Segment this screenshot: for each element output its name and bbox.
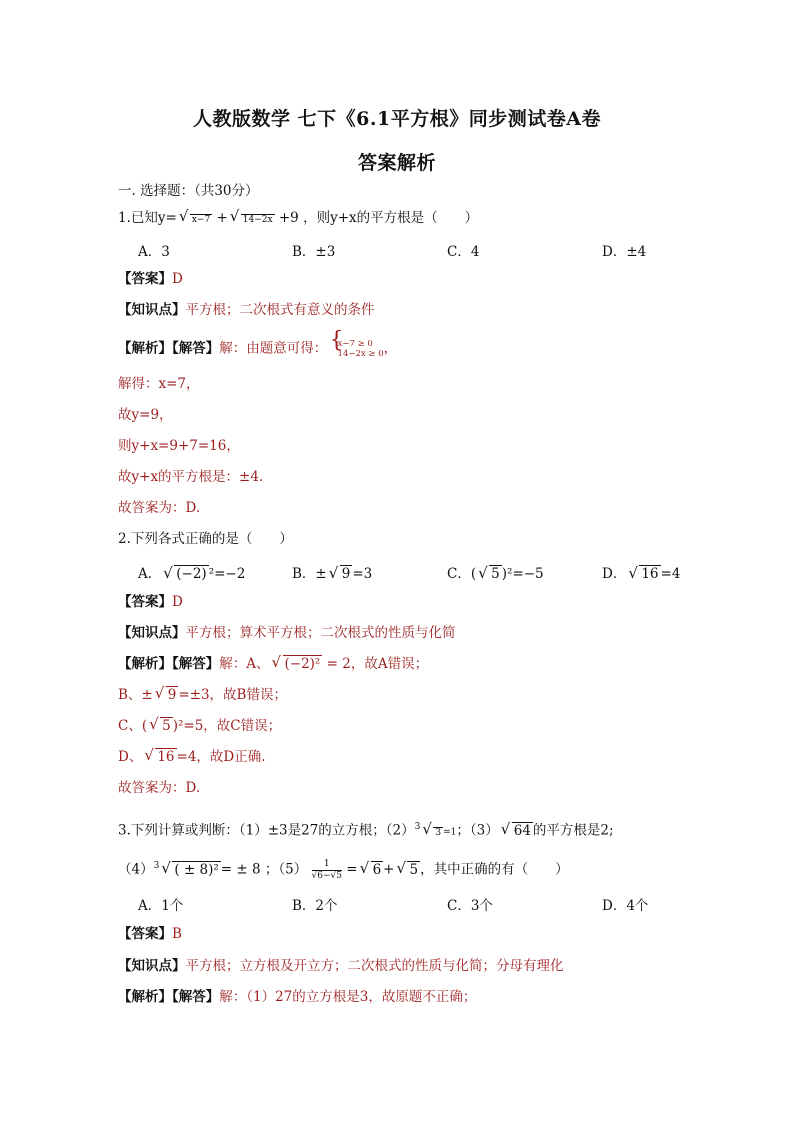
document-subtitle: 答案解析 xyxy=(357,152,436,174)
q2-answer-value: D xyxy=(172,594,183,610)
q1-stem-suffix: +9 ，则y+x的平方根是（ ） xyxy=(278,210,479,226)
q2-analysis-b: B、±√ 9 =±3，故B错误； xyxy=(118,686,287,704)
q2-analysis-c: C、(√ 5 )²=5，故C错误； xyxy=(118,717,281,735)
q1-option-d: D．±4 xyxy=(602,244,647,260)
q3-option-d: D．4个 xyxy=(602,898,649,914)
q3-answer-tag: 【答案】 xyxy=(118,926,172,942)
q2-option-c: C．(√ 5 )²=−5 xyxy=(447,562,544,582)
q1-stem xyxy=(118,209,478,229)
q1-step-4: 故y+x的平方根是：±4. xyxy=(118,469,264,485)
q2-answer-tag: 【答案】 xyxy=(118,594,172,610)
q3-analysis xyxy=(118,988,476,1006)
q1-step-1: 解得：x=7， xyxy=(118,376,200,392)
q2-analysis-a: 【解析】【解答】解：A、√ (−2)² = 2，故A错误； xyxy=(118,655,428,673)
q2-analysis-tag: 【解析】【解答】 xyxy=(118,656,220,672)
q3-stem-line-1: 3.下列计算或判断：（1）±3是27的立方根；$(2)^3√$ 3 =1；（3）√ 64 的平方根是2; xyxy=(118,818,614,842)
q3-option-b: B．2个 xyxy=(292,898,338,914)
q3-fraction: $\frac{1}{√6-√5}$ xyxy=(311,858,342,881)
q1-kp-tag: 【知识点】 xyxy=(118,302,186,318)
q1-inequality-system: { x−7 ≥ 0 14−2x ≥ 0 xyxy=(332,339,384,359)
q1-answer-value: D xyxy=(172,271,183,287)
q1-option-c: C．4 xyxy=(447,244,480,260)
q3-answer xyxy=(118,925,182,943)
q1-radical-1: √ x−7 xyxy=(179,209,212,229)
q2-kp-tag: 【知识点】 xyxy=(118,625,186,641)
q1-answer-tag: 【答案】 xyxy=(118,271,172,287)
q2-option-b: B．±√ 9 =3 xyxy=(292,562,372,582)
q1-knowledge-point xyxy=(118,301,375,319)
q2-knowledge-point xyxy=(118,624,456,642)
q1-option-b: B．±3 xyxy=(292,244,336,260)
q1-radical-2: √ 14−2x xyxy=(230,209,275,229)
q3-kp-tag: 【知识点】 xyxy=(118,958,186,974)
q2-conclusion: 故答案为：D. xyxy=(118,780,201,796)
q1-kp-text: 平方根；二次根式有意义的条件 xyxy=(185,302,375,318)
q2-kp-text: 平方根；算术平方根；二次根式的性质与化简 xyxy=(185,625,456,641)
q3-answer-value: B xyxy=(172,926,182,942)
section-heading: 一. 选择题：（共30分） xyxy=(118,183,259,199)
q1-plus: + xyxy=(216,210,228,226)
q1-analysis-lead: 解：由题意可得： xyxy=(219,340,328,357)
q2-stem: 2.下列各式正确的是（ ） xyxy=(118,531,293,547)
q1-analysis: 【解析】【解答】解：由题意可得： { x−7 ≥ 0 14−2x ≥ 0 ， xyxy=(118,339,397,359)
q1-analysis-tag: 【解析】【解答】 xyxy=(118,340,220,357)
q3-analysis-text: 解：（1）27的立方根是3，故原题不正确； xyxy=(219,989,477,1005)
q3-knowledge-point xyxy=(118,957,564,975)
q1-answer xyxy=(118,270,183,288)
document-title: 人教版数学 七下《6.1平方根》同步测试卷A卷 xyxy=(193,108,601,130)
q3-kp-text: 平方根；立方根及开立方；二次根式的性质与化简；分母有理化 xyxy=(185,958,564,974)
q1-step-2: 故y=9， xyxy=(118,407,173,423)
q2-option-d: D．√ 16 =4 xyxy=(602,562,680,582)
q3-analysis-tag: 【解析】【解答】 xyxy=(118,989,220,1005)
q2-answer xyxy=(118,593,183,611)
q1-stem-prefix: 1.已知y= xyxy=(118,210,177,226)
q1-option-a: A．3 xyxy=(138,244,170,260)
q2-analysis-d: D、√ 16 =4，故D正确. xyxy=(118,748,266,766)
q2-option-a: A．√ (−2) ²=−2 xyxy=(138,562,245,582)
q3-option-c: C．3个 xyxy=(447,898,493,914)
q3-stem-line-2: $(4)^3√$ ( ± 8)² = ± 8 ；（5） $\frac{1}{√6-√5}$ =√ 6 +√ 5 ，其中正确的有（ ） xyxy=(118,857,569,882)
q1-conclusion: 故答案为：D. xyxy=(118,500,201,516)
q3-option-a: A．1个 xyxy=(138,898,184,914)
q1-step-3: 则y+x=9+7=16， xyxy=(118,438,240,454)
